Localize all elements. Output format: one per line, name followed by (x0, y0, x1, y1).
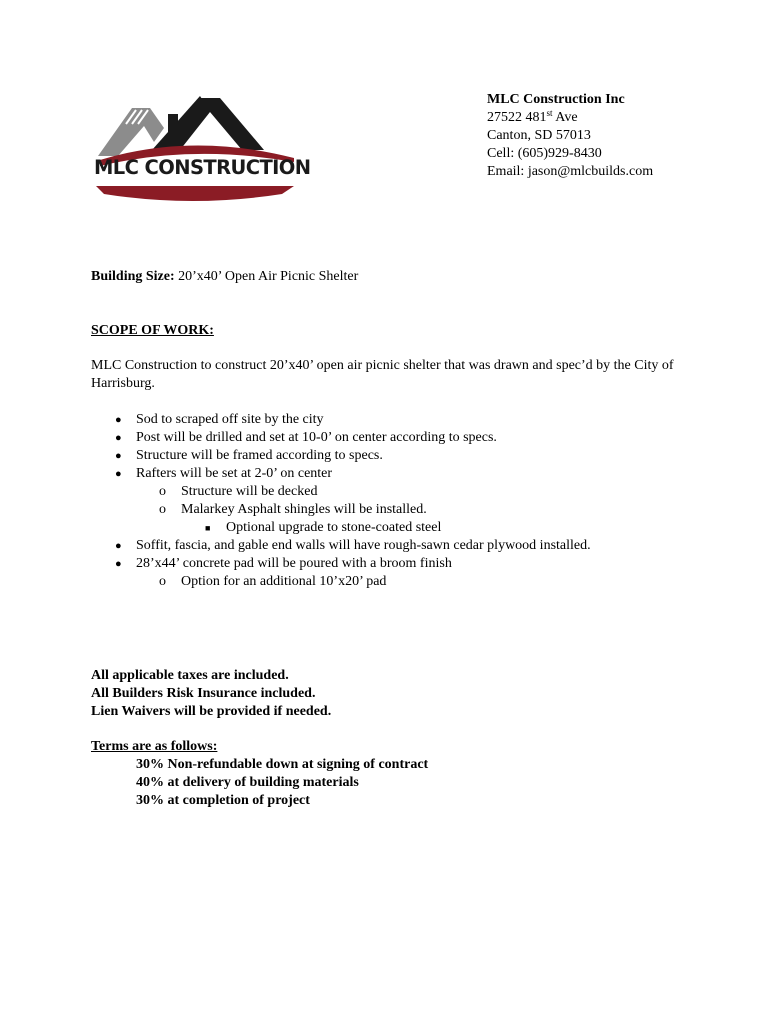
scope-item (0, 573, 770, 591)
terms-heading: Terms are as follows: (91, 739, 218, 754)
scope-item-text: Structure will be decked (181, 484, 318, 499)
company-cell: Cell: (605)929-8430 (487, 146, 602, 161)
scope-item-text: Post will be drilled and set at 10-0’ on center according to specs. (136, 430, 497, 445)
building-size (91, 268, 358, 286)
scope-item (0, 465, 770, 483)
terms-list (136, 756, 428, 810)
circle-bullet-icon: o (159, 502, 166, 517)
scope-item-text: Structure will be framed according to specs. (136, 448, 383, 463)
scope-item-text: Malarkey Asphalt shingles will be installed. (181, 502, 427, 517)
term-completion: 30% at completion of project (136, 793, 310, 808)
logo-wordmark: MLC CONSTRUCTION (94, 156, 311, 179)
company-address (487, 109, 653, 127)
scope-item-text: 28’x44’ concrete pad will be poured with a broom finish (136, 556, 452, 571)
bullet-icon: ● (115, 468, 122, 480)
scope-item-text: Rafters will be set at 2-0’ on center (136, 466, 333, 481)
circle-bullet-icon: o (159, 574, 166, 589)
company-email[interactable]: Email: jason@mlcbuilds.com (487, 164, 654, 179)
scope-item-text: Optional upgrade to stone-coated steel (226, 520, 442, 535)
scope-item (0, 411, 770, 429)
scope-heading: SCOPE OF WORK: (91, 323, 214, 338)
scope-item-text: Option for an additional 10’x20’ pad (181, 574, 387, 589)
address-street: Ave (552, 110, 578, 125)
scope-item (0, 519, 770, 537)
address-suffix: st (546, 108, 553, 118)
scope-list (0, 411, 770, 591)
note-taxes: All applicable taxes are included. (91, 668, 289, 683)
scope-intro: MLC Construction to construct 20’x40’ open air picnic shelter that was drawn and spec’d by the City of Harrisburg. (91, 358, 674, 391)
note-lien: Lien Waivers will be provided if needed. (91, 704, 332, 719)
scope-item-text: Soffit, fascia, and gable end walls will have rough-sawn cedar plywood installed. (136, 538, 591, 553)
address-number: 27522 481 (487, 110, 547, 125)
term-down: 30% Non-refundable down at signing of contract (136, 757, 429, 772)
scope-item (0, 483, 770, 501)
bullet-icon: ● (115, 558, 122, 570)
scope-item (0, 447, 770, 465)
bullet-icon: ● (115, 540, 122, 552)
bullet-icon: ● (115, 450, 122, 462)
scope-item (0, 537, 770, 555)
circle-bullet-icon: o (159, 484, 166, 499)
scope-item (0, 429, 770, 447)
scope-item (0, 555, 770, 573)
company-city: Canton, SD 57013 (487, 128, 591, 143)
bullet-icon: ● (115, 432, 122, 444)
note-insurance: All Builders Risk Insurance included. (91, 686, 316, 701)
term-delivery: 40% at delivery of building materials (136, 775, 359, 790)
roof-logo-graphic (92, 96, 302, 202)
bullet-icon: ● (115, 414, 122, 426)
scope-item (0, 501, 770, 519)
building-size-label: Building Size: (91, 269, 175, 284)
company-name: MLC Construction Inc (487, 92, 625, 107)
scope-item-text: Sod to scraped off site by the city (136, 412, 324, 427)
notes-block (91, 667, 331, 721)
company-logo (92, 96, 311, 202)
square-bullet-icon: ■ (205, 523, 211, 533)
company-contact-block (487, 91, 653, 181)
building-size-value: 20’x40’ Open Air Picnic Shelter (174, 269, 359, 284)
